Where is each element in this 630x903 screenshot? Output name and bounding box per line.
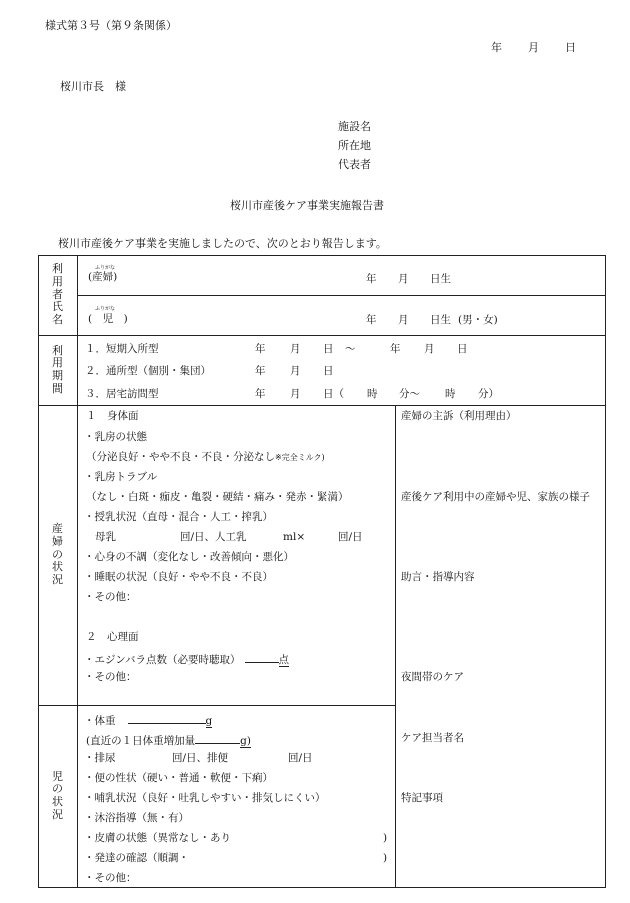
day-visit-day: 日 <box>323 365 334 377</box>
development-check-label: ・発達の確認（順調・ <box>84 852 189 864</box>
mother-birth-month: 月 <box>398 273 409 285</box>
row-divider-user <box>77 295 606 296</box>
bathing-guidance-label: ・沐浴指導（無・有） <box>84 812 189 824</box>
development-close-paren: ) <box>383 852 388 864</box>
home-visit-year: 年 <box>255 388 266 400</box>
weight-gain-row <box>86 733 251 747</box>
feeding-status-label: ・授乳状況（直母・混合・人工・搾乳） <box>84 511 273 523</box>
epds-score-unit: 点 <box>278 654 290 666</box>
weight-unit: g <box>205 715 213 727</box>
short-stay-label: １．短期入所型 <box>85 343 159 355</box>
skin-state-close-paren: ) <box>383 832 388 844</box>
home-visit-start-minute: 分〜 <box>399 388 420 400</box>
chief-complaint-label: 産婦の主訴（利用理由） <box>401 410 517 422</box>
form-number: 様式第３号（第９条関係） <box>45 19 177 32</box>
epds-score-label: ・エジンバラ点数（必要時聴取） <box>84 654 241 666</box>
weight-gain-unit: g) <box>240 735 251 747</box>
mother-name-label: (産婦) <box>88 271 118 283</box>
feeding-count-label: 回/日、人工乳 <box>180 531 247 543</box>
urination-count-label: 回/日、排便 <box>172 752 229 764</box>
urination-label: ・排尿 <box>84 752 116 764</box>
addressee: 桜川市長 様 <box>60 80 126 93</box>
user-name-heading: 利 用 者 氏 名 <box>52 262 63 326</box>
address-label: 所在地 <box>338 139 371 152</box>
short-stay-start-month: 月 <box>290 343 301 355</box>
family-state-label: 産後ケア利用中の産婦や児、家族の様子 <box>401 491 590 503</box>
mother-birthday-suffix: 日生 <box>430 273 451 285</box>
psychological-heading: ２ 心理面 <box>86 631 139 643</box>
stool-count-label: 回/日 <box>288 752 313 764</box>
special-notes-label: 特記事項 <box>401 792 443 804</box>
child-other-label: ・その他： <box>84 872 137 884</box>
short-stay-start-year: 年 <box>255 343 266 355</box>
mother-other-physical: ・その他： <box>84 591 137 603</box>
sleep-state-label: ・睡眠の状況（良好・やや不良・不良） <box>84 571 273 583</box>
breast-trouble-label: ・乳房トラブル <box>84 471 158 483</box>
row-divider-period-top <box>38 335 606 336</box>
date-month: 月 <box>528 41 539 54</box>
child-name-label: ( 児 ) <box>88 313 128 325</box>
furigana-child: ふりがな <box>95 306 116 312</box>
child-birth-month: 月 <box>398 314 409 326</box>
feeding-breast-label: 母乳 <box>95 531 116 543</box>
right-column-divider <box>395 405 396 888</box>
breast-state-options: （分泌良好・やや不良・不良・分泌なし※完全ミルク) <box>86 451 325 463</box>
mother-birth-year: 年 <box>366 273 377 285</box>
facility-name-label: 施設名 <box>338 120 371 133</box>
furigana-mother: ふりがな <box>95 265 116 271</box>
day-visit-month: 月 <box>290 365 301 377</box>
child-condition-heading: 児 の 状 況 <box>52 769 63 821</box>
row-divider-child-top <box>38 705 395 706</box>
short-stay-tilde: 〜 <box>345 343 356 355</box>
mother-other-psychological: ・その他： <box>84 671 137 683</box>
mental-state-label: ・心身の不調（変化なし・改善傾向・悪化） <box>84 551 294 563</box>
day-visit-year: 年 <box>255 365 266 377</box>
breast-state-note: ※完全ミルク) <box>275 453 325 462</box>
breast-state-label: ・乳房の状態 <box>84 431 147 443</box>
feeding-ml-label: ml× <box>283 531 306 543</box>
nursing-status-label: ・哺乳状況（良好・吐乳しやすい・排気しにくい） <box>84 792 326 804</box>
home-visit-day-open: 日（ <box>323 388 344 400</box>
breast-trouble-options: （なし・白斑・痂皮・亀裂・硬結・痛み・発赤・緊満） <box>86 491 349 503</box>
day-visit-label: ２．通所型（個別・集団） <box>85 365 211 377</box>
mother-condition-heading: 産 婦 の 状 況 <box>52 522 63 586</box>
weight-label: ・体重 <box>84 715 116 727</box>
home-visit-end-minute: 分） <box>478 388 499 400</box>
stool-character-label: ・便の性状（硬い・普通・軟便・下痢） <box>84 772 273 784</box>
heading-column-divider <box>77 255 78 888</box>
care-staff-label: ケア担当者名 <box>401 732 464 744</box>
document-title: 桜川市産後ケア事業実施報告書 <box>230 199 384 212</box>
date-day: 日 <box>565 41 576 54</box>
home-visit-end-hour: 時 <box>445 388 456 400</box>
home-visit-label: ３．居宅訪問型 <box>85 388 159 400</box>
weight-gain-field[interactable] <box>195 733 240 744</box>
table-border-top <box>38 255 606 256</box>
skin-state-label: ・皮膚の状態（異常なし・あり <box>84 832 231 844</box>
row-divider-mother-top <box>38 405 606 406</box>
advice-label: 助言・指導内容 <box>401 571 475 583</box>
weight-row <box>84 713 212 727</box>
home-visit-start-hour: 時 <box>367 388 378 400</box>
weight-gain-label: (直近の１日体重増加量 <box>86 735 196 747</box>
epds-score-row <box>84 652 289 666</box>
physical-heading: １ 身体面 <box>86 410 139 422</box>
night-care-label: 夜間帯のケア <box>401 671 464 683</box>
table-border-bottom <box>38 887 606 888</box>
child-sex: (男・女) <box>458 314 498 326</box>
weight-field[interactable] <box>128 713 206 724</box>
home-visit-month: 月 <box>290 388 301 400</box>
table-border-right <box>605 255 606 888</box>
short-stay-end-day: 日 <box>457 343 468 355</box>
representative-label: 代表者 <box>338 158 371 171</box>
usage-period-heading: 利 用 期 間 <box>52 343 63 395</box>
short-stay-start-day: 日 <box>323 343 334 355</box>
child-birthday-suffix: 日生 <box>430 314 451 326</box>
short-stay-end-month: 月 <box>424 343 435 355</box>
child-birth-year: 年 <box>366 314 377 326</box>
epds-score-field[interactable] <box>245 652 279 663</box>
feeding-per-day-label: 回/日 <box>338 531 363 543</box>
intro-text: 桜川市産後ケア事業を実施しましたので、次のとおり報告します。 <box>58 237 387 250</box>
date-year: 年 <box>491 41 502 54</box>
short-stay-end-year: 年 <box>390 343 401 355</box>
